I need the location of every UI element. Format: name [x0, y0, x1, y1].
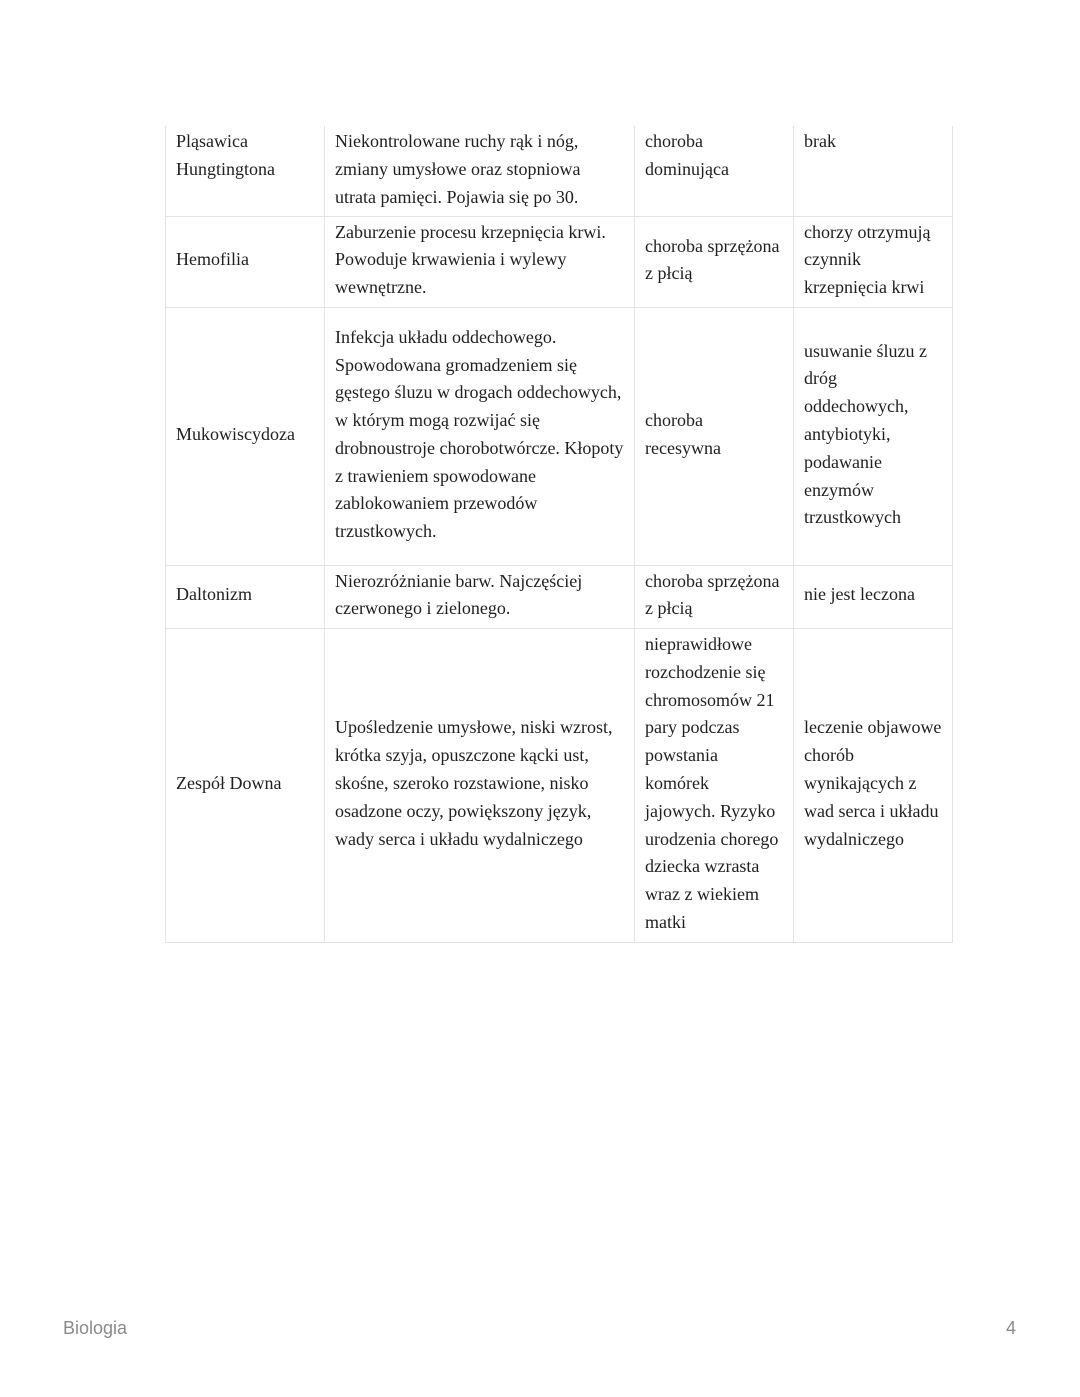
treatment-cell: leczenie objawowe chorób wynikających z wad serca i układu wydalniczego: [794, 629, 953, 943]
treatment-cell: nie jest leczona: [794, 566, 953, 629]
disease-name-cell: Daltonizm: [166, 566, 325, 629]
symptoms-cell: Zaburzenie procesu krzepnięcia krwi. Powoduje krwawienia i wylewy wewnętrzne.: [325, 217, 635, 308]
treatment-cell: brak: [794, 126, 953, 217]
disease-name-cell: Pląsawica Hungtingtona: [166, 126, 325, 217]
symptoms-cell: Nierozróżnianie barw. Najczęściej czerwonego i zielonego.: [325, 566, 635, 629]
inheritance-type-cell: choroba recesywna: [635, 308, 794, 566]
footer-page-number: 4: [1005, 1318, 1016, 1338]
disease-name-cell: Zespół Downa: [166, 629, 325, 943]
symptoms-cell: Upośledzenie umysłowe, niski wzrost, krótka szyja, opuszczone kącki ust, skośne, szeroko rozstawione, nisko osadzone oczy, powiększony język, wady serca i układu wydalniczego: [325, 629, 635, 943]
genetic-diseases-table: [165, 126, 952, 943]
inheritance-type-cell: nieprawidłowe rozchodzenie się chromosomów 21 pary podczas powstania komórek jajowych. Ryzyko urodzenia chorego dziecka wzrasta wraz z wiekiem matki: [635, 629, 794, 943]
table-row: [166, 217, 953, 308]
table-row: [166, 566, 953, 629]
disease-name-cell: Mukowiscydoza: [166, 308, 325, 566]
table-row: [166, 629, 953, 943]
disease-name-cell: Hemofilia: [166, 217, 325, 308]
treatment-cell: usuwanie śluzu z dróg oddechowych, antybiotyki, podawanie enzymów trzustkowych: [794, 308, 953, 566]
symptoms-cell: Niekontrolowane ruchy rąk i nóg, zmiany umysłowe oraz stopniowa utrata pamięci. Pojawia się po 30.: [325, 126, 635, 217]
inheritance-type-cell: choroba sprzężona z płcią: [635, 217, 794, 308]
inheritance-type-cell: choroba dominująca: [635, 126, 794, 217]
table: [165, 126, 953, 943]
inheritance-type-cell: choroba sprzężona z płcią: [635, 566, 794, 629]
symptoms-cell: Infekcja układu oddechowego. Spowodowana gromadzeniem się gęstego śluzu w drogach oddechowych, w którym mogą rozwijać się drobnoustroje chorobotwórcze. Kłopoty z trawieniem spowodowane zablokowaniem przewodów trzustkowych.: [325, 308, 635, 566]
table-row: [166, 308, 953, 566]
footer-subject: Biologia: [63, 1318, 128, 1338]
table-row: [166, 126, 953, 217]
treatment-cell: chorzy otrzymują czynnik krzepnięcia krwi: [794, 217, 953, 308]
